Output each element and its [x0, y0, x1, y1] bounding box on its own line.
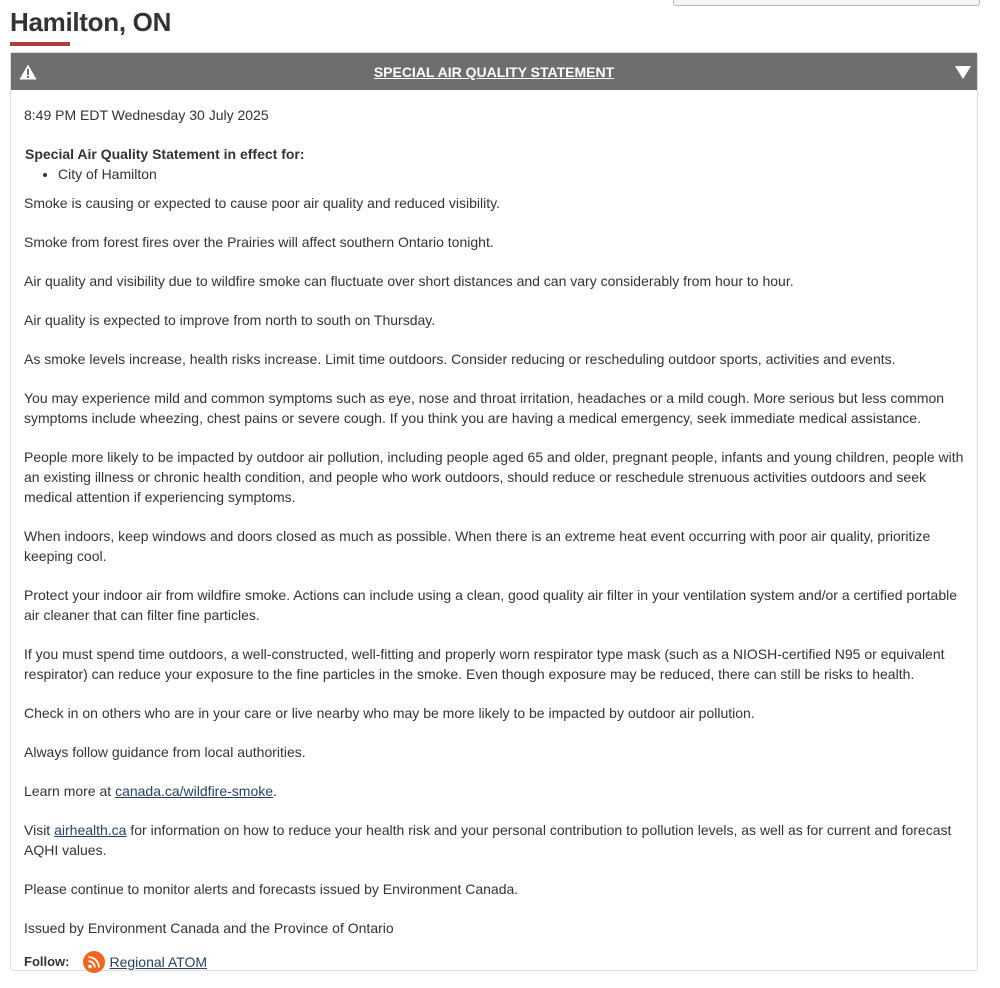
- learn-more-suffix: .: [273, 783, 277, 799]
- alert-timestamp: 8:49 PM EDT Wednesday 30 July 2025: [24, 107, 269, 123]
- paragraph-mask: If you must spend time outdoors, a well-constructed, well-fitting and properly worn respirator type mask (such as a NIOSH-certified N95 or equivalent respirator) can reduce your exposure to the fine particles in the smoke. Even though exposure may be reduced, there can still be risks to health.: [24, 646, 945, 682]
- alert-header[interactable]: [11, 53, 977, 90]
- paragraph-indoors: When indoors, keep windows and doors closed as much as possible. When there is an extreme heat event occurring with poor air quality, prioritize keeping cool.: [24, 528, 931, 564]
- effect-heading: Special Air Quality Statement in effect for:: [25, 146, 305, 162]
- follow-label: Follow:: [24, 954, 70, 969]
- alert-body: [24, 105, 967, 973]
- paragraph-guidance: Always follow guidance from local authorities.: [24, 744, 306, 760]
- paragraph-learn-more: [24, 781, 967, 801]
- visit-suffix: for information on how to reduce your health risk and your personal contribution to pollution levels, as well as for current and forecast AQHI values.: [24, 822, 952, 858]
- airhealth-link[interactable]: airhealth.ca: [54, 822, 127, 838]
- paragraph-symptoms: You may experience mild and common symptoms such as eye, nose and throat irritation, headaches or a mild cough. More serious but less common symptoms include wheezing, chest pains or severe cough. If you think you are having a medical emergency, seek immediate medical assistance.: [24, 390, 945, 426]
- alert-title-link[interactable]: SPECIAL AIR QUALITY STATEMENT: [373, 63, 615, 80]
- follow-row: [24, 951, 967, 973]
- paragraph-vulnerable: People more likely to be impacted by outdoor air pollution, including people aged 65 and older, pregnant people, infants and young children, people with an existing illness or chronic health condition, and people who work outdoors, should reduce or reschedule strenuous activities outdoors and seek medical attention if experiencing symptoms.: [24, 449, 964, 505]
- region-item: • City of Hamilton: [58, 164, 967, 184]
- warning-triangle-icon: [19, 64, 37, 80]
- paragraph-prairies: Smoke from forest fires over the Prairies will affect southern Ontario tonight.: [24, 234, 494, 250]
- alert-panel: [10, 52, 978, 971]
- page-title: Hamilton, ON: [10, 7, 172, 37]
- paragraph-smoke: Smoke is causing or expected to cause poor air quality and reduced visibility.: [24, 195, 500, 211]
- paragraph-monitor: Please continue to monitor alerts and forecasts issued by Environment Canada.: [24, 881, 519, 897]
- paragraph-issued-by: Issued by Environment Canada and the Province of Ontario: [24, 920, 394, 936]
- caret-down-icon[interactable]: [955, 66, 971, 79]
- regional-atom-link[interactable]: Regional ATOM: [109, 954, 208, 970]
- learn-more-prefix: Learn more at: [24, 783, 116, 799]
- paragraph-health-risks: As smoke levels increase, health risks increase. Limit time outdoors. Consider reducing or rescheduling outdoor sports, activities and events.: [24, 351, 896, 367]
- wildfire-smoke-link[interactable]: canada.ca/wildfire-smoke: [115, 783, 274, 799]
- paragraph-indoor-air: Protect your indoor air from wildfire smoke. Actions can include using a clean, good quality air filter in your ventilation system and/or a certified portable air cleaner that can filter fine particles.: [24, 587, 958, 623]
- paragraph-visit: [24, 820, 967, 860]
- visit-prefix: Visit: [24, 822, 55, 838]
- paragraph-check-in: Check in on others who are in your care or live nearby who may be more likely to be impacted by outdoor air pollution.: [24, 705, 755, 721]
- top-control-box[interactable]: [673, 0, 980, 6]
- paragraph-improve: Air quality is expected to improve from north to south on Thursday.: [24, 312, 436, 328]
- paragraph-fluctuate: Air quality and visibility due to wildfire smoke can fluctuate over short distances and can vary considerably from hour to hour.: [24, 273, 794, 289]
- title-underline: [10, 42, 70, 46]
- rss-icon[interactable]: [83, 951, 105, 973]
- region-list: [24, 164, 967, 184]
